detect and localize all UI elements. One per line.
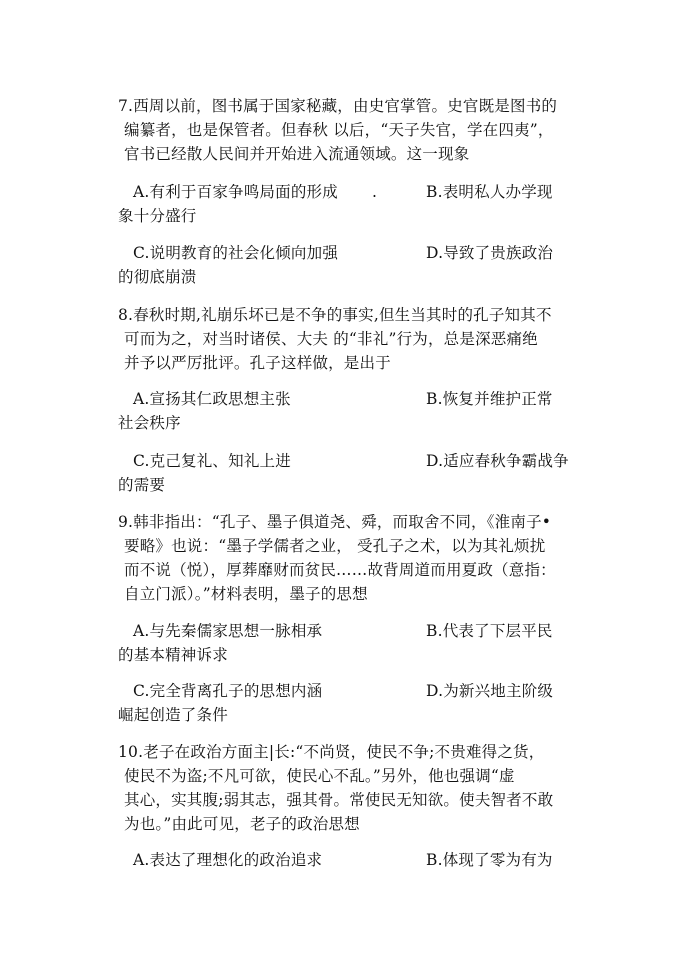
q10-stem-line-1: 10.老子在政治方面主|长:“不尚贤，使民不争;不贵难得之货，: [118, 743, 545, 761]
q7-stray-dot: .: [372, 183, 378, 201]
q7-option-d-wrap: 的彻底崩溃: [118, 268, 197, 286]
q10-option-a: A.表达了理想化的政治追求: [133, 851, 323, 869]
q8-stem-line-2: 可而为之，对当时诸侯、大夫 的“非礼”行为，总是深恶痛绝: [124, 330, 538, 348]
q7-option-b-wrap: 象十分盛行: [118, 207, 197, 225]
q9-option-b: B.代表了下层平民: [426, 622, 553, 640]
q7-option-a: A.有利于百家争鸣局面的形成: [133, 183, 338, 201]
q7-option-d: D.导致了贵族政治: [426, 244, 554, 262]
q9-option-d-wrap: 崛起创造了条件: [118, 706, 228, 724]
q10-stem-line-2: 使民不为盗;不凡可欲，使民心不乱。”另外，他也强调“虚: [124, 767, 515, 785]
q7-option-b: B.表明私人办学现: [426, 183, 553, 201]
q8-option-b: B.恢复并维护正常: [426, 390, 553, 408]
q8-option-c: C.克己复礼、知礼上进: [133, 452, 291, 470]
q8-option-b-wrap: 社会秩序: [118, 414, 181, 432]
q10-option-b: B.体现了零为有为: [426, 851, 553, 869]
q9-stem-line-4: 自立门派）。”材料表明，墨子的思想: [124, 585, 368, 603]
q10-stem-line-3: 其心，实其腹;弱其志，强其骨。常使民无知欲。使夫智者不敢: [124, 791, 554, 809]
q8-option-d-wrap: 的需要: [118, 476, 166, 494]
q7-stem-line-2: 编纂者，也是保管者。但春秋 以后，“天子失官，学在四夷”，: [124, 121, 554, 139]
q9-option-a: A.与先秦儒家思想一脉相承: [133, 622, 323, 640]
q7-stem-line-1: 7.西周以前，图书属于国家秘藏，由史官掌管。史官既是图书的: [118, 97, 558, 115]
q8-option-d: D.适应春秋争霸战争: [426, 452, 569, 470]
q9-option-b-wrap: 的基本精神诉求: [118, 646, 228, 664]
q9-option-d: D.为新兴地主阶级: [426, 682, 554, 700]
q9-stem-line-2: 要略》也说：“墨子学儒者之业， 受孔子之术，以为其礼烦扰: [124, 537, 546, 555]
q8-option-a: A.宣扬其仁政思想主张: [133, 390, 291, 408]
q7-stem-line-3: 官书已经散人民间并开始进入流通领域。这一现象: [124, 145, 470, 163]
q8-stem-line-1: 8.春秋时期,礼崩乐坏已是不争的事实,但生当其时的孔子知其不: [118, 306, 552, 324]
q9-option-c: C.完全背离孔子的思想内涵: [133, 682, 323, 700]
q9-stem-line-3: 而不说（悦），厚葬靡财而贫民……故背周道而用夏政（意指：: [124, 561, 556, 579]
q7-option-c: C.说明教育的社会化倾向加强: [133, 244, 339, 262]
q8-stem-line-3: 并予以严厉批评。孔子这样做，是出于: [124, 354, 391, 372]
q9-stem-line-1: 9.韩非指出：“孔子、墨子俱道尧、舜，而取舍不同，《淮南子•: [118, 513, 552, 531]
q10-stem-line-4: 为也。”由此可见，老子的政治思想: [124, 815, 360, 833]
